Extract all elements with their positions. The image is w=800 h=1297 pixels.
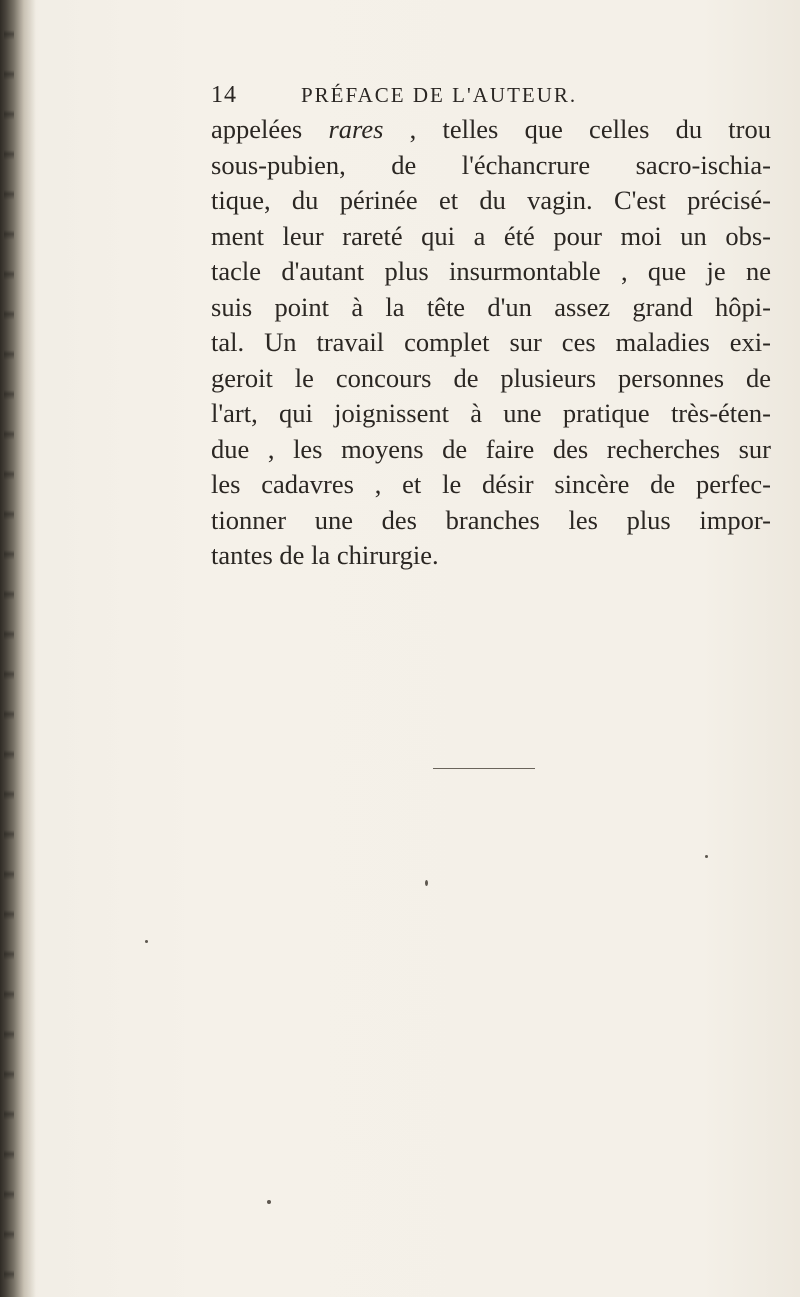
text-line-4: ment leur rareté qui a été pour moi un obs- (211, 220, 771, 251)
text-line-1-pre: appelées (211, 114, 329, 144)
text-line-2: sous-pubien, de l'échancrure sacro-ischia- (211, 149, 771, 180)
text-line-7: tal. Un travail complet sur ces maladies exi- (211, 327, 771, 357)
text-line-8: geroit le concours de plusieurs personnes de (211, 362, 771, 393)
text-line-6: suis point à la tête d'un assez grand hôpi- (211, 291, 771, 322)
text-line-5: tacle d'autant plus insurmontable , que je ne (211, 256, 771, 286)
paper-speck (267, 1200, 271, 1204)
section-rule (433, 768, 535, 769)
text-line-12: tionner une des branches les plus impor- (211, 504, 771, 535)
page-number: 14 (211, 82, 237, 108)
text-line-13: tantes de la chirurgie. (211, 540, 439, 570)
text-line-10: due , les moyens de faire des recherches sur (211, 433, 771, 464)
running-head (211, 82, 659, 112)
paper-speck (705, 855, 708, 858)
body-paragraph (211, 112, 771, 574)
text-line-1-post: , telles que celles du trou (383, 114, 771, 144)
binding-shadow (4, 0, 14, 1297)
paper-speck (145, 940, 148, 943)
running-title: PRÉFACE DE L'AUTEUR. (301, 83, 578, 107)
italic-word: rares (328, 114, 384, 144)
text-line-3: tique, du périnée et du vagin. C'est précisé- (211, 185, 771, 215)
paper-speck (425, 880, 428, 886)
text-line-11: les cadavres , et le désir sincère de perfec- (211, 469, 771, 499)
text-line-9: l'art, qui joignissent à une pratique très-éten- (211, 398, 771, 428)
text-line-1 (211, 112, 771, 148)
